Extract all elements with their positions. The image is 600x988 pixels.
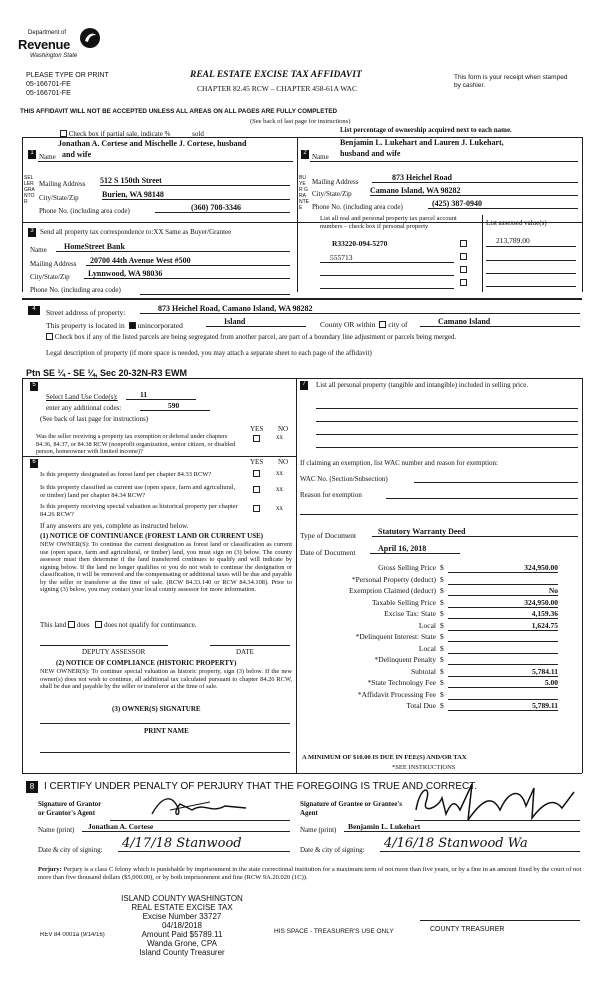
financial-value: 5.00 xyxy=(448,678,558,688)
seller-phone-label: Phone No. (including area code) xyxy=(39,207,130,215)
stamp-line-6: Wanda Grone, CPA xyxy=(147,939,217,948)
buyer-name-label: Name xyxy=(312,153,329,161)
financial-row xyxy=(300,586,560,597)
legal-description-label: Legal description of property (if more space is needed, you may attach a separate sheet to each page of the affidavit) xyxy=(46,349,372,357)
financial-value xyxy=(448,655,558,665)
buyer-city-label: City/State/Zip xyxy=(312,190,352,198)
does-not-label: does not qualify for continuance. xyxy=(104,621,197,629)
stamp-line-7: Island County Treasurer xyxy=(139,948,225,957)
financial-row xyxy=(300,598,560,609)
segregated-checkbox[interactable] xyxy=(46,333,53,340)
partial-sale-label: Check box if partial sale, indicate % xyxy=(68,130,171,138)
stamp-line-2: REAL ESTATE EXCISE TAX xyxy=(131,903,233,912)
notice-compliance-title: (2) NOTICE OF COMPLIANCE (HISTORIC PROPERTY) xyxy=(56,659,237,667)
s6-no-header: NO xyxy=(278,458,289,466)
forest-land-question: Is this property designated as forest land per chapter 84.33 RCW? xyxy=(40,471,212,478)
financial-value: 1,624.75 xyxy=(448,621,558,631)
corr-phone-label: Phone No. (including area code) xyxy=(30,286,121,294)
grantor-name: Jonathan A. Cortese xyxy=(82,822,290,832)
currency-sign: $ xyxy=(440,574,444,584)
corr-city-label: City/State/Zip xyxy=(30,273,70,281)
q1-no-answer[interactable]: xx xyxy=(276,469,283,477)
financial-value xyxy=(448,644,558,654)
seller-name-label: Name xyxy=(39,153,56,161)
q1-yes-checkbox[interactable] xyxy=(253,470,260,477)
minimum-note: A MINIMUM OF $10.00 IS DUE IN FEE(S) AND/OR TAX xyxy=(302,754,467,761)
grantee-name: Benjamin L. Lukehart xyxy=(344,822,580,832)
street-address: 873 Heichel Road, Camano Island, WA 98282 xyxy=(140,304,580,314)
buyer-phone-label: Phone No. (including area code) xyxy=(312,203,403,211)
parcel-checkbox-3[interactable] xyxy=(460,266,467,273)
county-row xyxy=(320,320,408,329)
grantor-date-city: 4/17/18 Stanwood xyxy=(118,836,290,852)
financial-value: 5,784.11 xyxy=(448,667,558,677)
page-title: REAL ESTATE EXCISE TAX AFFIDAVIT xyxy=(190,70,362,80)
doc-type-label: Type of Document xyxy=(300,531,357,540)
financial-row xyxy=(300,678,560,689)
currency-sign: $ xyxy=(440,620,444,630)
parcel-value-1: 213,789.00 xyxy=(496,236,530,245)
q3-no-answer[interactable]: xx xyxy=(276,504,283,512)
segregated-label: Check box if any of the listed parcels are being segregated from another parcel, are part of a boundary line adjustment or parcels being merged. xyxy=(54,333,457,341)
buyer-mailing: 873 Heichel Road xyxy=(372,173,578,183)
corr-city: Lynnwood, WA 98036 xyxy=(84,269,290,279)
county-value: Island xyxy=(206,317,306,327)
page-subtitle: CHAPTER 82.45 RCW – CHAPTER 458-61A WAC xyxy=(197,84,357,93)
parcel-checkbox-1[interactable] xyxy=(460,240,467,247)
perjury-statement xyxy=(38,866,582,882)
currency-sign: $ xyxy=(440,632,444,641)
financial-value xyxy=(448,632,558,642)
notice-continuance-text: NEW OWNER(S): To continue the current designation as forest land or classification as current use (open space, farm and agricultural, or timber) land, you must sign on (3) below. The county assessor must then determine if the land transferred continues to qualify and will indicate by signing below. If the land no longer qualifies or you do not wish to continue the designation or classification, it will be removed and the compensating or additional taxes will be due and payable by the seller or transferor at the time of sale. (RCW 84.33.140 or RCW 84.34.108). Prior to signing (3) below, you may contact your local county assessor for more information. xyxy=(40,541,292,593)
grantor-signature-label: Signature of Grantor or Grantor's Agent xyxy=(38,800,102,817)
parcel-number-2: 555713 xyxy=(330,253,353,262)
stamp-line-1: ISLAND COUNTY WASHINGTON xyxy=(121,894,243,903)
land-use-label: Select Land Use Code(s): xyxy=(46,393,118,401)
parcels-value-header: List assessed value(s) xyxy=(486,219,547,227)
doc-date: April 16, 2018 xyxy=(370,544,460,554)
financial-value xyxy=(448,575,558,585)
grantee-date-label: Date & city of signing: xyxy=(300,846,365,854)
buyer-side-label: BUYER GRANTEE xyxy=(299,175,309,211)
s6-yes-header: YES xyxy=(250,458,264,466)
seller-mailing-label: Mailing Address xyxy=(39,180,86,188)
s5-no-answer[interactable]: xx xyxy=(276,433,283,441)
warning-text: THIS AFFIDAVIT WILL NOT BE ACCEPTED UNLESS ALL AREAS ON ALL PAGES ARE FULLY COMPLETED xyxy=(20,108,338,115)
treasurer-stamp xyxy=(92,894,272,957)
city-of-checkbox[interactable] xyxy=(379,321,386,328)
unincorporated-checkbox[interactable] xyxy=(129,322,136,329)
financial-value: 324,950.00 xyxy=(448,598,558,608)
perjury-text: Perjury is a class C felony which is punishable by imprisonment in the state correctional institution for a maximum term of not more than five years, or by a fine in an amount fixed by the court of not more than five thousand dollars ($5,000.00), or by both imprisonment and fine (RCW 9A.20.020 (1C)). xyxy=(38,866,582,881)
financial-label: *Delinquent Interest: State xyxy=(355,632,436,641)
ownership-note: List percentage of ownership acquired next to each name. xyxy=(340,126,512,134)
financial-label: *Affidavit Processing Fee xyxy=(357,689,436,699)
print-name-label: PRINT NAME xyxy=(144,727,189,735)
financial-row xyxy=(300,609,560,620)
additional-codes: 590 xyxy=(140,401,210,411)
reason-label: Reason for exemption xyxy=(300,491,362,499)
section-1-badge: 1 xyxy=(28,150,36,159)
form-code-2: 05-166701-FE xyxy=(26,90,71,97)
financial-label: Local xyxy=(418,643,436,653)
notice-compliance-text: NEW OWNER(S): To continue special valuation as historic property, sign (3) below. If the new owner(s) does not wish to continue, all additional tax calculated pursuant to chapter 84.26 RCW, shall be due and payable by the seller or transferor at the time of sale. xyxy=(40,668,292,690)
land-use-code: 11 xyxy=(126,390,196,400)
section-3-badge: 3 xyxy=(28,228,36,237)
current-use-question: Is this property classified as current use (open space, farm and agricultural, or timber) land per chapter 84.34 RCW? xyxy=(40,484,236,499)
located-row xyxy=(46,321,183,330)
financial-label: *Personal Property (deduct) xyxy=(351,574,436,584)
county-treasurer-label: COUNTY TREASURER xyxy=(430,926,505,933)
seller-side-label: SELLER GRANTOR xyxy=(24,175,35,205)
financial-label: *State Technology Fee xyxy=(367,678,436,687)
historic-question: Is this property receiving special valuation as historical property per chapter 84.26 RCW? xyxy=(40,503,238,518)
financial-label: *Delinquent Penalty xyxy=(374,655,436,664)
treasurer-space-label: HIS SPACE - TREASURER'S USE ONLY xyxy=(274,928,394,935)
city-of-label: city of xyxy=(388,320,408,329)
this-land-label: This land xyxy=(40,621,67,629)
seller-name-line2: and wife xyxy=(62,150,92,159)
see-instructions: *SEE INSTRUCTIONS xyxy=(392,764,456,771)
section-2-badge: 2 xyxy=(301,150,309,159)
instructions-note: (See back of last page for instructions) xyxy=(250,118,351,125)
seller-city: Burien, WA 98148 xyxy=(102,190,290,200)
if-yes-note: If any answers are yes, complete as instructed below. xyxy=(40,522,189,530)
financial-value: 324,950.00 xyxy=(448,563,558,573)
buyer-mailing-label: Mailing Address xyxy=(312,178,359,186)
notice-continuance-title: (1) NOTICE OF CONTINUANCE (FOREST LAND OR CURRENT USE) xyxy=(40,532,264,540)
grantor-signature xyxy=(150,792,250,822)
type-or-print: PLEASE TYPE OR PRINT xyxy=(26,72,109,79)
stamp-line-4: 04/18/2018 xyxy=(161,921,203,930)
financial-label: Subtotal xyxy=(410,666,436,676)
doc-type: Statutory Warranty Deed xyxy=(372,527,578,537)
financial-row xyxy=(300,690,560,701)
grantee-name-label: Name (print) xyxy=(300,826,337,834)
owner-signature-label: (3) OWNER(S) SIGNATURE xyxy=(112,705,201,713)
personal-property-label: List all personal property (tangible and intangible) included in selling price. xyxy=(316,381,529,389)
receipt-note: This form is your receipt when stamped by cashier. xyxy=(454,74,568,89)
financial-row xyxy=(300,667,560,678)
financial-label: Gross Selling Price xyxy=(378,563,436,572)
logo-state: Washington State xyxy=(30,53,78,59)
financial-label: Local xyxy=(418,620,436,630)
assessor-date-label: DATE xyxy=(236,648,254,656)
financial-label: Excise Tax: State xyxy=(384,609,436,618)
partial-sale-sold: sold xyxy=(192,130,204,138)
doc-date-label: Date of Document xyxy=(300,548,356,557)
currency-sign: $ xyxy=(440,586,444,595)
buyer-name-line1: Benjamin L. Lukehart and Lauren J. Lukehart, xyxy=(340,138,504,147)
financial-label: Exemption Claimed (deduct) xyxy=(348,586,436,595)
buyer-phone: (425) 387-0940 xyxy=(428,199,578,209)
currency-sign: $ xyxy=(440,655,444,664)
currency-sign: $ xyxy=(440,678,444,687)
financial-row xyxy=(300,632,560,643)
grantee-signature xyxy=(412,780,577,824)
see-back-label: (See back of last page for instructions) xyxy=(40,415,149,423)
dor-emblem-icon xyxy=(78,26,102,50)
financial-row xyxy=(300,563,560,574)
form-code-1: 05-166701-FE xyxy=(26,81,71,88)
currency-sign: $ xyxy=(440,609,444,618)
logo-revenue: Revenue xyxy=(18,37,71,52)
financial-row xyxy=(300,701,560,712)
corr-name: HomeStreet Bank xyxy=(56,242,290,252)
buyer-city: Camano Island, WA 98282 xyxy=(370,186,578,196)
s5-no-header: NO xyxy=(278,425,289,433)
section-8-badge: 8 xyxy=(26,781,38,793)
parcel-checkbox-4[interactable] xyxy=(460,279,467,286)
legal-description: Ptn SE ¼ - SE ¼, Sec 20-32N-R3 EWM xyxy=(26,368,188,378)
grantee-date-city: 4/16/18 Stanwood Wa xyxy=(380,836,580,852)
financial-row xyxy=(300,655,560,666)
located-label: This property is located in xyxy=(46,321,125,330)
corr-mailing: 20700 44th Avenue West #500 xyxy=(86,256,290,266)
s5-yes-checkbox[interactable] xyxy=(253,435,260,442)
street-label: Street address of property: xyxy=(46,308,126,317)
financial-label: Taxable Selling Price xyxy=(371,597,436,607)
financial-value: 4,159.36 xyxy=(448,609,558,619)
unincorporated-label: unincorporated xyxy=(137,321,183,330)
grantor-date-label: Date & city of signing: xyxy=(38,846,103,854)
currency-sign: $ xyxy=(440,597,444,607)
seller-phone: (360) 708-3346 xyxy=(155,203,290,213)
seller-name-line1: Jonathan A. Cortese and Mischelle J. Cortese, husband xyxy=(58,139,247,148)
currency-sign: $ xyxy=(440,666,444,676)
county-label: County OR within xyxy=(320,320,376,329)
correspondence-label: Send all property tax correspondence to:XX Same as Buyer/Grantee xyxy=(40,228,232,236)
financial-value: 5,789.11 xyxy=(448,701,558,711)
section-6-badge: 6 xyxy=(30,459,38,468)
section-7-badge: 7 xyxy=(300,381,308,390)
s5-yes-header: YES xyxy=(250,425,264,433)
section-4-badge: 4 xyxy=(28,306,40,315)
financial-row xyxy=(300,644,560,655)
parcel-number-1: R33220-094-5270 xyxy=(332,239,388,248)
q3-yes-checkbox[interactable] xyxy=(253,505,260,512)
q2-yes-checkbox[interactable] xyxy=(253,486,260,493)
parcels-header: List all real and personal property tax parcel account numbers – check box if personal property xyxy=(320,215,457,230)
financial-label: Total Due xyxy=(406,701,436,710)
certify-statement: I CERTIFY UNDER PENALTY OF PERJURY THAT THE FOREGOING IS TRUE AND CORRECT. xyxy=(44,781,478,792)
perjury-label: Perjury: xyxy=(38,866,62,873)
city-value: Camano Island xyxy=(420,317,580,327)
logo-dept-line: Department of xyxy=(28,30,67,36)
grantor-name-label: Name (print) xyxy=(38,826,75,834)
stamp-line-5: Amount Paid $5789.11 xyxy=(141,930,223,939)
does-not-checkbox[interactable] xyxy=(95,621,102,628)
currency-sign: $ xyxy=(440,689,444,699)
stamp-line-3: Excise Number 33727 xyxy=(142,912,222,921)
does-label: does xyxy=(76,621,90,629)
dor-logo xyxy=(16,28,106,68)
section-5-badge: 5 xyxy=(30,382,38,391)
q2-no-answer[interactable]: xx xyxy=(276,485,283,493)
currency-sign: $ xyxy=(440,563,444,572)
exemption-claim-label: If claiming an exemption, list WAC number and reason for exemption: xyxy=(300,459,498,467)
wac-label: WAC No. (Section/Subsection) xyxy=(300,475,388,483)
qualify-row xyxy=(40,621,196,629)
partial-sale-checkbox[interactable] xyxy=(60,130,67,137)
seller-city-label: City/State/Zip xyxy=(39,194,79,202)
parcel-checkbox-2[interactable] xyxy=(460,253,467,260)
corr-mailing-label: Mailing Address xyxy=(30,260,77,268)
currency-sign: $ xyxy=(440,701,444,710)
segregated-row xyxy=(46,333,456,341)
buyer-name-line2: husband and wife xyxy=(340,149,401,158)
financial-row xyxy=(300,575,560,586)
rev-code: REV 84 0001a (9/14/16) xyxy=(40,932,105,938)
currency-sign: $ xyxy=(440,643,444,653)
deputy-assessor-label: DEPUTY ASSESSOR xyxy=(82,648,146,656)
additional-codes-label: enter any additional codes: xyxy=(46,404,122,412)
financial-value xyxy=(448,690,558,700)
seller-mailing: 512 S 150th Street xyxy=(100,176,290,186)
exemption-question: Was the seller receiving a property tax exemption or deferral under chapters 84.36, 84.37, or 84.38 RCW (nonprofit organization, senior citizen, or disabled person, homeowner with limited income)? xyxy=(36,433,236,455)
does-checkbox[interactable] xyxy=(68,621,75,628)
grantee-signature-label: Signature of Grantee or Grantee's Agent xyxy=(300,800,403,817)
financial-row xyxy=(300,621,560,632)
financial-value: No xyxy=(448,586,558,596)
corr-name-label: Name xyxy=(30,246,47,254)
